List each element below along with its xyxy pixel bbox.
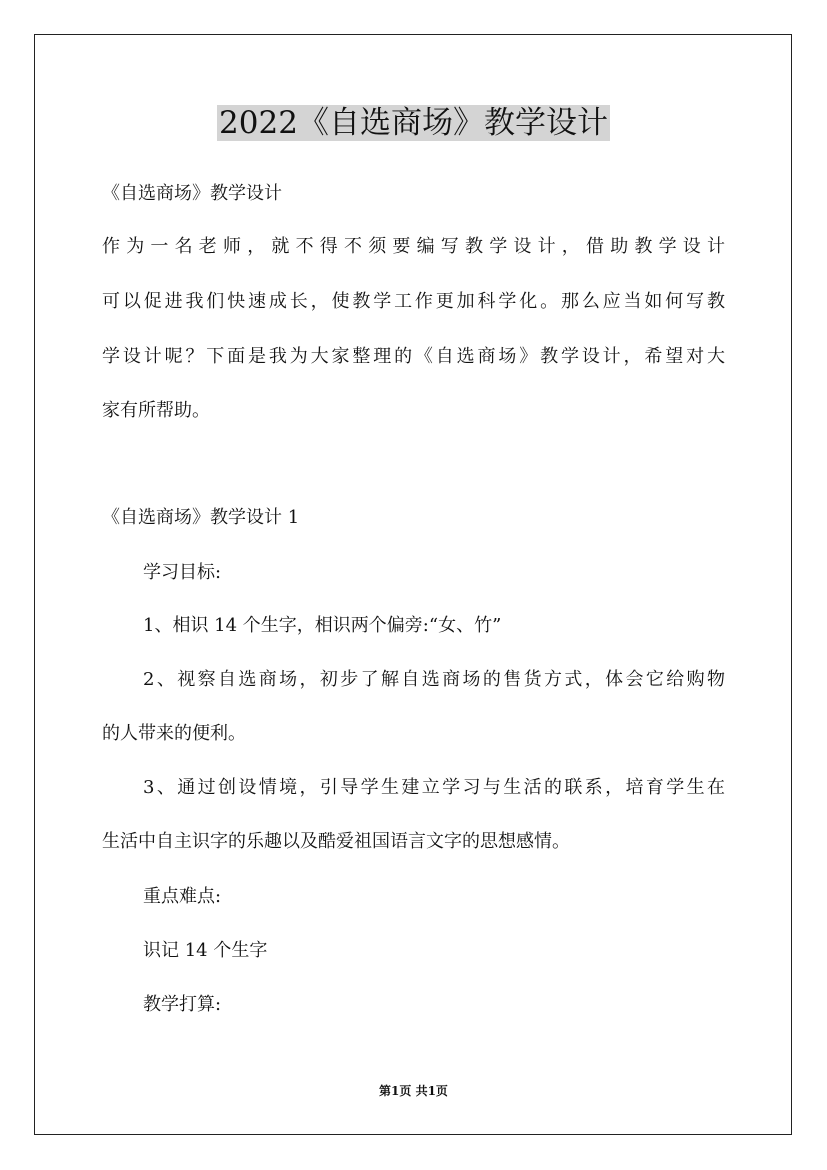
document-title (0, 101, 827, 145)
document-subtitle: 《自选商场》教学设计 (102, 183, 282, 204)
goal-3-line-1: 3、通过创设情境，引导学生建立学习与生活的联系，培育学生在 (143, 777, 725, 798)
goals-label: 学习目标: (143, 562, 222, 583)
page-footer: 第1页 共1页 (379, 1084, 448, 1098)
intro-line-1: 作为一名老师，就不得不须要编写教学设计，借助教学设计 (102, 236, 725, 257)
intro-line-4: 家有所帮助。 (102, 400, 210, 421)
goal-2-line-1: 2、视察自选商场，初步了解自选商场的售货方式，体会它给购物 (143, 669, 725, 690)
teaching-plan-label: 教学打算: (143, 994, 222, 1015)
intro-line-3: 学设计呢？下面是我为大家整理的《自选商场》教学设计，希望对大 (102, 346, 725, 367)
document-title-text: 2022《自选商场》教学设计 (219, 105, 608, 141)
goal-2-line-2: 的人带来的便利。 (102, 723, 246, 744)
goal-3-line-2: 生活中自主识字的乐趣以及酷爱祖国语言文字的思想感情。 (102, 831, 570, 852)
goal-1: 1、相识 14 个生字，相识两个偏旁:“女、竹” (143, 615, 502, 636)
key-points-label: 重点难点: (143, 886, 222, 907)
key-points-text: 识记 14 个生字 (143, 940, 268, 961)
intro-line-2: 可以促进我们快速成长，使教学工作更加科学化。那么应当如何写教 (102, 291, 725, 312)
section-heading: 《自选商场》教学设计 1 (102, 507, 300, 528)
